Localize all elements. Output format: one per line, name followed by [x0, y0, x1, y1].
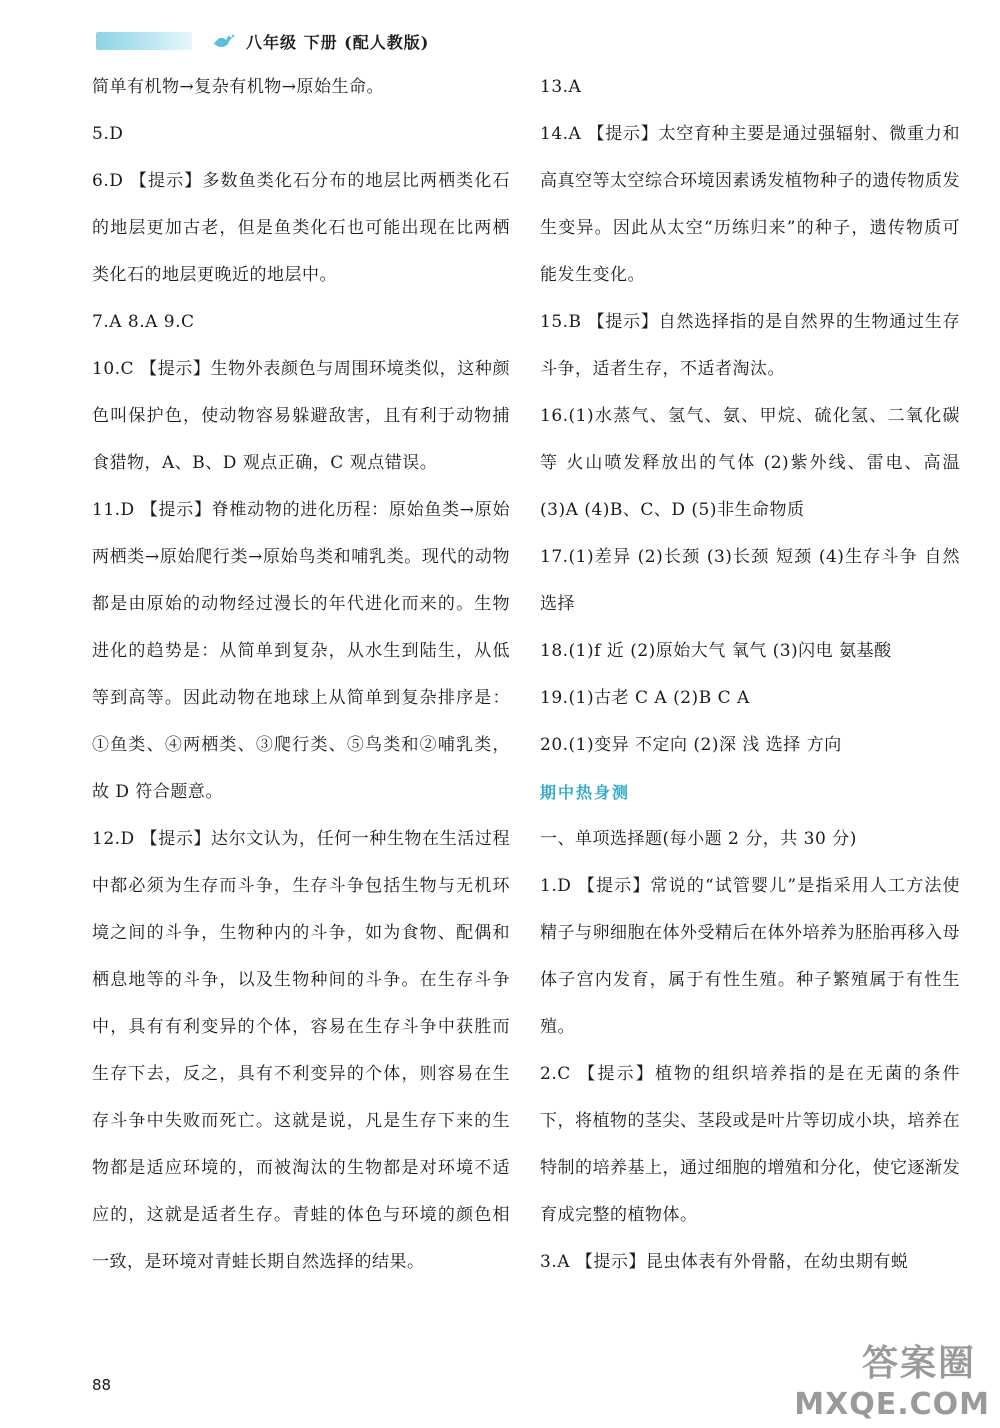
answer-paragraph: 20.(1)变异 不定向 (2)深 浅 选择 方向: [540, 735, 842, 755]
answer-paragraph: 14.A 【提示】太空育种主要是通过强辐射、微重力和高真空等太空综合环境因素诱发植物种子的遗传物质发生变异。因此从太空“历练归来”的种子，遗传物质可能发生变化。: [540, 124, 960, 285]
answer-paragraph: 2.C 【提示】植物的组织培养指的是在无菌的条件下，将植物的茎尖、茎段或是叶片等切成小块，培养在特制的培养基上，通过细胞的增殖和分化，使它逐渐发育成完整的植物体。: [540, 1064, 960, 1225]
answer-paragraph: 19.(1)古老 C A (2)B C A: [540, 688, 750, 708]
header-title: 八年级 下册 (配人教版): [246, 33, 430, 52]
header-decor-bar: [96, 32, 192, 50]
answer-paragraph: 15.B 【提示】自然选择指的是自然界的生物通过生存斗争，适者生存，不适者淘汰。: [540, 312, 960, 379]
answer-paragraph: 10.C 【提示】生物外表颜色与周围环境类似，这种颜色叫保护色，使动物容易躲避敌害，且有利于动物捕食猎物，A、B、D 观点正确，C 观点错误。: [92, 359, 510, 473]
right-column: [540, 64, 960, 1286]
bird-icon: [212, 30, 236, 52]
left-column: [92, 64, 510, 1286]
answer-paragraph: 简单有机物→复杂有机物→原始生命。: [92, 77, 384, 97]
watermark-cn: 答案圈: [861, 1343, 976, 1384]
answer-paragraph: 12.D 【提示】达尔文认为，任何一种生物在生活过程中都必须为生存而斗争，生存斗争包括生物与无机环境之间的斗争，生物种内的斗争，如为食物、配偶和栖息地等的斗争，以及生物种间的斗争。在生存斗争中，具有有利变异的个体，容易在生存斗争中获胜而生存下去，反之，具有不利变异的个体，则容易在生存斗争中失败而死亡。这就是说，凡是生存下来的生物都是适应环境的，而被淘汰的生物都是对环境不适应的，这就是适者生存。青蛙的体色与环境的颜色相一致，是环境对青蛙长期自然选择的结果。: [92, 829, 510, 1272]
page-number: 88: [92, 1376, 112, 1394]
answer-paragraph: 6.D 【提示】多数鱼类化石分布的地层比两栖类化石的地层更加古老，但是鱼类化石也可能出现在比两栖类化石的地层更晚近的地层中。: [92, 171, 510, 285]
watermark-url: MXQE.COM: [794, 1387, 990, 1422]
answer-paragraph: 1.D 【提示】常说的“试管婴儿”是指采用人工方法使精子与卵细胞在体外受精后在体外培养为胚胎再移入母体子宫内发育，属于有性生殖。种子繁殖属于有性生殖。: [540, 876, 960, 1037]
page-header: [96, 28, 516, 58]
answer-paragraph: 17.(1)差异 (2)长颈 (3)长颈 短颈 (4)生存斗争 自然选择: [540, 547, 960, 614]
answer-paragraph: 11.D 【提示】脊椎动物的进化历程：原始鱼类→原始两栖类→原始爬行类→原始鸟类和哺乳类。现代的动物都是由原始的动物经过漫长的年代进化而来的。生物进化的趋势是：从简单到复杂，从水生到陆生，从低等到高等。因此动物在地球上从简单到复杂排序是：①鱼类、④两栖类、③爬行类、⑤鸟类和②哺乳类，故 D 符合题意。: [92, 500, 510, 802]
question-group-heading: 一、单项选择题(每小题 2 分，共 30 分): [540, 829, 857, 849]
answer-paragraph: 5.D: [92, 124, 124, 144]
section-title: 期中热身测: [540, 783, 631, 802]
answer-paragraph: 7.A 8.A 9.C: [92, 312, 195, 332]
answer-paragraph: 16.(1)水蒸气、氢气、氨、甲烷、硫化氢、二氧化碳等 火山喷发释放出的气体 (2)紫外线、雷电、高温 (3)A (4)B、C、D (5)非生命物质: [540, 406, 960, 520]
answer-paragraph: 3.A 【提示】昆虫体表有外骨骼，在幼虫期有蜕: [540, 1252, 909, 1272]
answer-paragraph: 18.(1)f 近 (2)原始大气 氧气 (3)闪电 氨基酸: [540, 641, 892, 661]
answer-paragraph: 13.A: [540, 77, 582, 97]
